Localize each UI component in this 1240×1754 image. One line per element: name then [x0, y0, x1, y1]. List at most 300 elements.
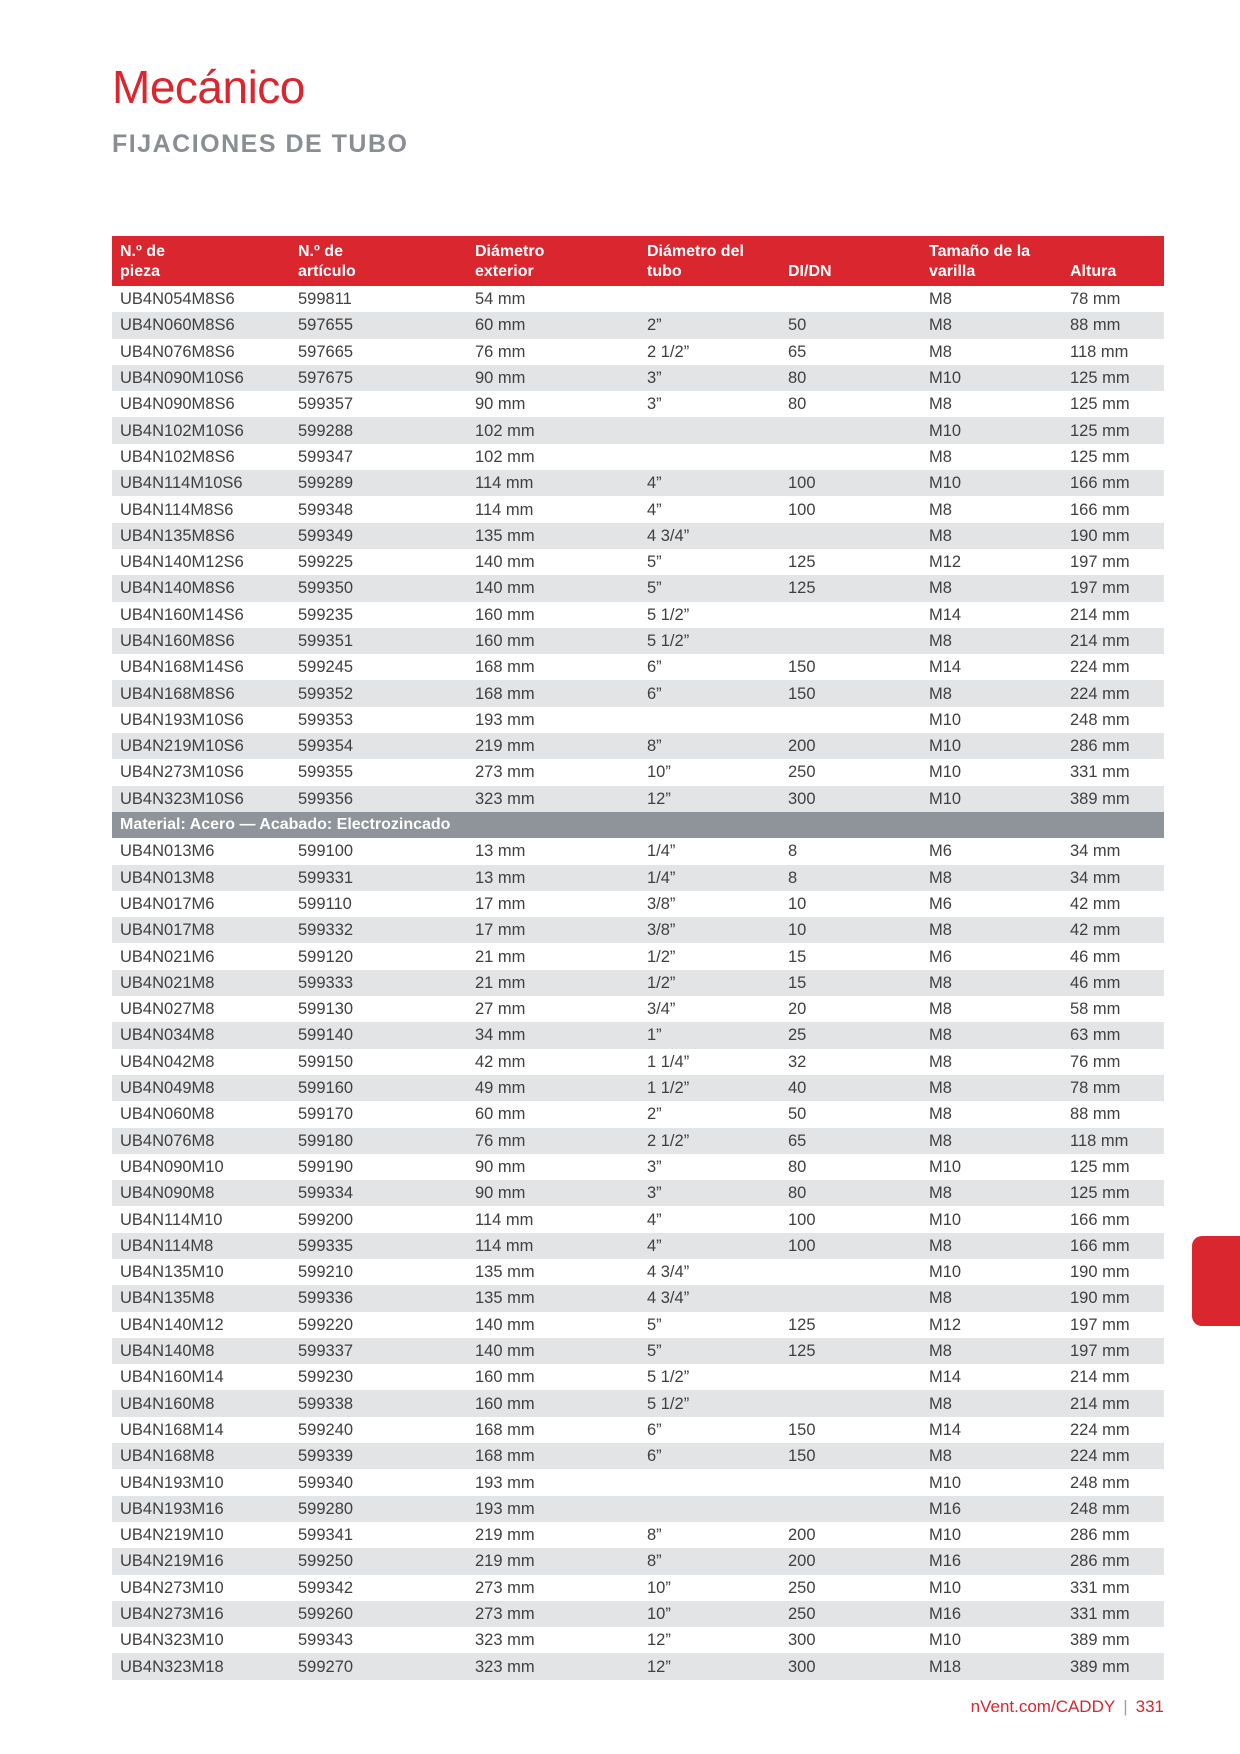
- table-cell: 193 mm: [475, 1473, 535, 1492]
- table-cell: 135 mm: [467, 523, 639, 549]
- table-cell: 88 mm: [1070, 1105, 1121, 1124]
- table-cell: 599150: [298, 1052, 354, 1071]
- table-row: [112, 444, 1164, 470]
- table-cell: 4”: [639, 1233, 780, 1259]
- table-cell: M10: [929, 763, 962, 782]
- product-table-container: [112, 236, 1164, 1680]
- table-cell: 331 mm: [1062, 1601, 1164, 1627]
- table-cell: 599110: [298, 894, 352, 913]
- table-cell: 193 mm: [475, 710, 535, 729]
- table-cell: 4 3/4”: [639, 523, 780, 549]
- table-cell: 599353: [298, 710, 354, 729]
- table-cell: 599349: [290, 523, 467, 549]
- table-row: [112, 1128, 1164, 1154]
- table-cell: 90 mm: [467, 365, 639, 391]
- table-cell: 248 mm: [1062, 1496, 1164, 1522]
- table-cell: 197 mm: [1062, 1338, 1164, 1364]
- table-cell: 286 mm: [1070, 1526, 1130, 1545]
- table-cell: 323 mm: [467, 1653, 639, 1679]
- table-cell: M12: [929, 553, 962, 572]
- table-row: [112, 733, 1164, 759]
- table-cell: M8: [921, 523, 1062, 549]
- table-cell: 76 mm: [1070, 1052, 1121, 1071]
- table-cell: M16: [921, 1496, 1062, 1522]
- column-header-line: Diámetro del: [647, 243, 744, 260]
- table-cell: 32: [788, 1052, 807, 1071]
- table-cell: 54 mm: [475, 290, 526, 309]
- table-cell: 160 mm: [467, 628, 639, 654]
- column-header-line: pieza: [120, 263, 161, 280]
- table-cell: 60 mm: [475, 1105, 526, 1124]
- table-cell: 599356: [290, 786, 467, 812]
- table-cell: M8: [921, 1128, 1062, 1154]
- footer-site-link[interactable]: nVent.com/CADDY: [970, 1697, 1116, 1716]
- table-cell: UB4N114M10S6: [112, 470, 290, 496]
- table-row: [112, 1496, 1164, 1522]
- table-cell: 140 mm: [475, 1315, 535, 1334]
- table-cell: 50: [788, 1105, 807, 1124]
- table-cell: M14: [929, 1420, 962, 1439]
- table-row: [112, 523, 1164, 549]
- table-cell: M8: [929, 342, 952, 361]
- product-table: [112, 236, 1164, 1680]
- table-row: [112, 628, 1164, 654]
- table-cell: 300: [780, 1653, 921, 1679]
- table-cell: 599340: [298, 1473, 354, 1492]
- table-cell: 114 mm: [475, 500, 534, 519]
- table-cell: 599352: [290, 680, 467, 706]
- table-cell: 10”: [647, 1578, 671, 1597]
- table-cell: 273 mm: [475, 763, 535, 782]
- table-cell: UB4N135M10: [120, 1263, 224, 1282]
- table-cell: UB4N034M8: [112, 1022, 290, 1048]
- table-cell: M8: [921, 970, 1062, 996]
- table-cell: UB4N193M16: [112, 1496, 290, 1522]
- table-cell: 125: [780, 1338, 921, 1364]
- table-cell: UB4N140M12S6: [120, 553, 244, 572]
- table-cell: 168 mm: [475, 658, 535, 677]
- table-row: [112, 1575, 1164, 1601]
- table-cell: 190 mm: [1070, 1263, 1130, 1282]
- column-header: [780, 236, 921, 286]
- table-cell: 60 mm: [467, 312, 639, 338]
- table-cell: [639, 707, 780, 733]
- table-cell: 8”: [647, 1526, 662, 1545]
- table-cell: 8”: [639, 733, 780, 759]
- table-cell: UB4N090M8S6: [120, 395, 235, 414]
- table-cell: 219 mm: [467, 733, 639, 759]
- table-row: [112, 1653, 1164, 1679]
- table-cell: 42 mm: [1062, 917, 1164, 943]
- table-cell: UB4N090M10: [120, 1157, 224, 1176]
- table-cell: 78 mm: [1070, 290, 1121, 309]
- table-cell: 214 mm: [1062, 628, 1164, 654]
- table-cell: 214 mm: [1062, 1390, 1164, 1416]
- table-cell: 599334: [290, 1180, 467, 1206]
- table-cell: UB4N135M8S6: [112, 523, 290, 549]
- table-cell: 219 mm: [467, 1548, 639, 1574]
- table-cell: 114 mm: [475, 1210, 534, 1229]
- table-cell: M10: [929, 710, 962, 729]
- table-cell: 46 mm: [1070, 947, 1121, 966]
- table-cell: 389 mm: [1070, 1631, 1130, 1650]
- table-cell: 5 1/2”: [647, 605, 690, 624]
- table-cell: UB4N219M10S6: [112, 733, 290, 759]
- table-cell: 12”: [639, 786, 780, 812]
- table-row: [112, 1312, 1164, 1338]
- table-cell: UB4N135M8: [112, 1285, 290, 1311]
- table-cell: UB4N060M8S6: [112, 312, 290, 338]
- table-cell: 599210: [298, 1263, 354, 1282]
- table-cell: 599235: [298, 605, 354, 624]
- table-cell: 46 mm: [1062, 970, 1164, 996]
- table-row: [112, 1522, 1164, 1548]
- table-cell: UB4N017M8: [112, 917, 290, 943]
- table-cell: UB4N323M10: [120, 1631, 224, 1650]
- table-cell: 8: [788, 842, 798, 861]
- table-cell: 5 1/2”: [639, 628, 780, 654]
- table-row: [112, 654, 1164, 680]
- table-cell: M8: [921, 312, 1062, 338]
- table-cell: 12”: [647, 1631, 671, 1650]
- table-cell: M16: [921, 1601, 1062, 1627]
- table-cell: 125: [780, 575, 921, 601]
- table-cell: 65: [780, 1128, 921, 1154]
- table-cell: M8: [921, 1285, 1062, 1311]
- table-cell: 597675: [290, 365, 467, 391]
- table-row: [112, 391, 1164, 417]
- table-cell: 58 mm: [1070, 1000, 1121, 1019]
- table-cell: M10: [921, 365, 1062, 391]
- table-cell: M16: [921, 1548, 1062, 1574]
- table-cell: 3”: [647, 395, 662, 414]
- table-cell: 76 mm: [475, 342, 526, 361]
- table-cell: 197 mm: [1070, 553, 1130, 572]
- table-row: [112, 1180, 1164, 1206]
- table-row: [112, 1390, 1164, 1416]
- table-cell: 140 mm: [475, 553, 535, 572]
- table-cell: 248 mm: [1070, 1473, 1130, 1492]
- table-cell: [780, 1285, 921, 1311]
- table-cell: 4”: [647, 500, 662, 519]
- table-cell: 118 mm: [1062, 1128, 1164, 1154]
- table-cell: 599811: [298, 290, 352, 309]
- table-row: [112, 707, 1164, 733]
- table-cell: 90 mm: [467, 1180, 639, 1206]
- table-cell: 125 mm: [1070, 395, 1130, 414]
- table-cell: 34 mm: [467, 1022, 639, 1048]
- table-cell: 160 mm: [475, 1368, 535, 1387]
- table-cell: 25: [780, 1022, 921, 1048]
- table-cell: M8: [921, 1075, 1062, 1101]
- table-cell: 6”: [647, 658, 662, 677]
- table-cell: M8: [921, 917, 1062, 943]
- table-row: [112, 1443, 1164, 1469]
- column-header: [290, 236, 467, 286]
- table-cell: M6: [929, 894, 952, 913]
- table-cell: 599230: [298, 1368, 354, 1387]
- table-cell: 214 mm: [1070, 1368, 1130, 1387]
- table-cell: UB4N273M10S6: [120, 763, 244, 782]
- table-cell: 100: [788, 500, 816, 519]
- table-cell: [780, 1390, 921, 1416]
- table-cell: 599280: [290, 1496, 467, 1522]
- table-cell: 6”: [639, 1443, 780, 1469]
- table-cell: [780, 707, 921, 733]
- table-cell: UB4N114M8S6: [120, 500, 234, 519]
- column-header-line: DI/DN: [788, 263, 832, 280]
- table-cell: UB4N076M8S6: [120, 342, 235, 361]
- table-cell: [780, 1259, 921, 1285]
- table-cell: UB4N160M14: [120, 1368, 224, 1387]
- table-cell: 323 mm: [475, 1631, 535, 1650]
- table-cell: UB4N102M8S6: [120, 447, 235, 466]
- table-cell: 197 mm: [1062, 575, 1164, 601]
- table-cell: [780, 1364, 921, 1390]
- table-cell: 114 mm: [467, 470, 639, 496]
- column-header-line: tubo: [647, 263, 682, 280]
- table-cell: 250: [788, 763, 816, 782]
- table-cell: 27 mm: [475, 1000, 526, 1019]
- table-row: [112, 1548, 1164, 1574]
- table-cell: 599180: [290, 1128, 467, 1154]
- table-cell: 599170: [298, 1105, 354, 1124]
- table-cell: 13 mm: [475, 842, 526, 861]
- table-cell: 4”: [639, 470, 780, 496]
- table-row: [112, 1259, 1164, 1285]
- table-cell: UB4N021M6: [120, 947, 215, 966]
- table-cell: 118 mm: [1070, 342, 1129, 361]
- section-row: [112, 812, 1164, 838]
- table-cell: 599348: [298, 500, 354, 519]
- table-row: [112, 1285, 1164, 1311]
- column-header-line: artículo: [298, 263, 356, 280]
- table-cell: UB4N323M10S6: [112, 786, 290, 812]
- table-cell: 166 mm: [1070, 500, 1130, 519]
- table-cell: UB4N090M10S6: [112, 365, 290, 391]
- table-cell: 2”: [639, 312, 780, 338]
- table-cell: 597665: [298, 342, 354, 361]
- table-cell: 224 mm: [1062, 680, 1164, 706]
- table-cell: UB4N193M10S6: [120, 710, 244, 729]
- column-header: [112, 236, 290, 286]
- table-cell: 599270: [290, 1653, 467, 1679]
- table-cell: UB4N013M6: [120, 842, 215, 861]
- table-cell: UB4N168M14S6: [120, 658, 244, 677]
- table-cell: 125: [788, 553, 816, 572]
- table-cell: 34 mm: [1062, 865, 1164, 891]
- table-cell: 389 mm: [1062, 786, 1164, 812]
- table-cell: 168 mm: [475, 1420, 535, 1439]
- table-cell: 3”: [647, 1157, 662, 1176]
- table-cell: 20: [788, 1000, 807, 1019]
- table-cell: 125: [788, 1315, 816, 1334]
- table-cell: [780, 1469, 921, 1495]
- table-cell: UB4N054M8S6: [120, 290, 235, 309]
- table-row: [112, 1154, 1164, 1180]
- table-cell: 224 mm: [1062, 1443, 1164, 1469]
- table-cell: M8: [921, 1390, 1062, 1416]
- table-row: [112, 1338, 1164, 1364]
- table-cell: M10: [921, 786, 1062, 812]
- table-cell: M10: [929, 1157, 962, 1176]
- table-cell: 21 mm: [475, 947, 526, 966]
- table-cell: 248 mm: [1070, 710, 1130, 729]
- table-cell: 2”: [647, 1105, 662, 1124]
- table-cell: 599120: [298, 947, 354, 966]
- table-cell: 597655: [290, 312, 467, 338]
- table-row: [112, 365, 1164, 391]
- table-row: [112, 286, 1164, 312]
- table-cell: 1/4”: [639, 865, 780, 891]
- table-cell: 100: [780, 1233, 921, 1259]
- table-cell: 599339: [290, 1443, 467, 1469]
- table-row: [112, 891, 1164, 917]
- table-row: [112, 1627, 1164, 1653]
- table-row: [112, 602, 1164, 628]
- table-header-row: [112, 236, 1164, 286]
- table-row: [112, 1417, 1164, 1443]
- section-label: Material: Acero — Acabado: Electrozincado: [112, 812, 1164, 838]
- table-row: [112, 1233, 1164, 1259]
- table-row: [112, 496, 1164, 522]
- table-cell: [639, 1469, 780, 1495]
- table-cell: UB4N168M8S6: [112, 680, 290, 706]
- table-row: [112, 838, 1164, 864]
- table-cell: 331 mm: [1070, 1578, 1130, 1597]
- table-cell: 250: [788, 1578, 816, 1597]
- table-row: [112, 1469, 1164, 1495]
- table-cell: UB4N160M14S6: [120, 605, 244, 624]
- table-row: [112, 865, 1164, 891]
- table-cell: 65: [788, 342, 807, 361]
- table-cell: 150: [788, 658, 816, 677]
- table-row: [112, 1049, 1164, 1075]
- table-cell: 599200: [298, 1210, 354, 1229]
- table-cell: M10: [921, 733, 1062, 759]
- table-cell: 10: [788, 894, 807, 913]
- table-cell: 1 1/4”: [647, 1052, 690, 1071]
- table-cell: M8: [921, 1338, 1062, 1364]
- table-row: [112, 1022, 1164, 1048]
- table-cell: M8: [929, 1000, 952, 1019]
- table-cell: 34 mm: [1070, 842, 1121, 861]
- table-cell: 102 mm: [475, 447, 535, 466]
- table-cell: 599220: [298, 1315, 354, 1334]
- table-cell: M6: [929, 842, 952, 861]
- table-cell: 8: [780, 865, 921, 891]
- table-row: [112, 680, 1164, 706]
- table-cell: 599354: [290, 733, 467, 759]
- table-cell: M8: [929, 447, 952, 466]
- table-cell: M8: [921, 575, 1062, 601]
- table-cell: 599343: [298, 1631, 354, 1650]
- table-cell: M10: [921, 470, 1062, 496]
- table-cell: UB4N193M10: [120, 1473, 224, 1492]
- table-cell: M14: [929, 1368, 962, 1387]
- table-cell: 1/2”: [647, 947, 676, 966]
- table-cell: 2 1/2”: [647, 342, 690, 361]
- table-cell: 10”: [647, 763, 671, 782]
- column-header-line: Diámetro: [475, 243, 545, 260]
- table-cell: UB4N160M8: [112, 1390, 290, 1416]
- table-cell: UB4N323M18: [112, 1653, 290, 1679]
- table-cell: M8: [929, 395, 952, 414]
- table-cell: 5”: [647, 553, 662, 572]
- table-cell: UB4N160M8S6: [112, 628, 290, 654]
- table-cell: 100: [780, 470, 921, 496]
- table-cell: 599160: [290, 1075, 467, 1101]
- table-cell: 5 1/2”: [639, 1390, 780, 1416]
- table-cell: 599335: [290, 1233, 467, 1259]
- table-cell: 80: [780, 365, 921, 391]
- table-cell: M10: [929, 1473, 962, 1492]
- table-cell: 599355: [298, 763, 354, 782]
- table-cell: [780, 602, 921, 628]
- table-cell: 12”: [639, 1653, 780, 1679]
- table-cell: 160 mm: [467, 1390, 639, 1416]
- table-cell: 599337: [290, 1338, 467, 1364]
- table-cell: 80: [788, 395, 807, 414]
- table-cell: 21 mm: [467, 970, 639, 996]
- table-cell: 599130: [298, 1000, 354, 1019]
- table-cell: M18: [921, 1653, 1062, 1679]
- table-cell: 1 1/2”: [639, 1075, 780, 1101]
- table-row: [112, 1101, 1164, 1127]
- table-cell: 599240: [298, 1420, 354, 1439]
- table-cell: 599140: [290, 1022, 467, 1048]
- table-cell: 197 mm: [1070, 1315, 1130, 1334]
- column-header-line: N.º de: [298, 243, 343, 260]
- table-cell: 219 mm: [475, 1526, 535, 1545]
- column-header-line: [788, 242, 913, 262]
- table-cell: UB4N140M8: [112, 1338, 290, 1364]
- table-row: [112, 970, 1164, 996]
- table-cell: UB4N140M12: [120, 1315, 224, 1334]
- table-cell: UB4N219M10: [120, 1526, 224, 1545]
- table-cell: 150: [780, 1443, 921, 1469]
- table-cell: [780, 417, 921, 443]
- column-header-line: N.º de: [120, 243, 165, 260]
- table-cell: 125 mm: [1070, 447, 1130, 466]
- table-cell: 599333: [290, 970, 467, 996]
- page-subtitle: FIJACIONES DE TUBO: [112, 130, 409, 158]
- table-cell: 2 1/2”: [639, 1128, 780, 1154]
- table-cell: 15: [788, 947, 807, 966]
- table-cell: [639, 286, 780, 312]
- table-cell: UB4N140M8S6: [112, 575, 290, 601]
- table-cell: 10”: [639, 1601, 780, 1627]
- table-row: [112, 1075, 1164, 1101]
- table-row: [112, 312, 1164, 338]
- table-cell: M10: [929, 1263, 962, 1282]
- table-cell: M8: [921, 1180, 1062, 1206]
- table-row: [112, 575, 1164, 601]
- table-cell: 166 mm: [1070, 1210, 1130, 1229]
- table-row: [112, 943, 1164, 969]
- table-cell: 4”: [647, 1210, 662, 1229]
- table-cell: [780, 286, 921, 312]
- table-row: [112, 917, 1164, 943]
- table-cell: M8: [921, 1443, 1062, 1469]
- table-cell: 102 mm: [467, 417, 639, 443]
- table-cell: 3/8”: [639, 917, 780, 943]
- table-cell: 6”: [639, 680, 780, 706]
- table-body: [112, 286, 1164, 1680]
- table-cell: UB4N021M8: [112, 970, 290, 996]
- table-cell: 6”: [647, 1420, 662, 1439]
- table-row: [112, 1206, 1164, 1232]
